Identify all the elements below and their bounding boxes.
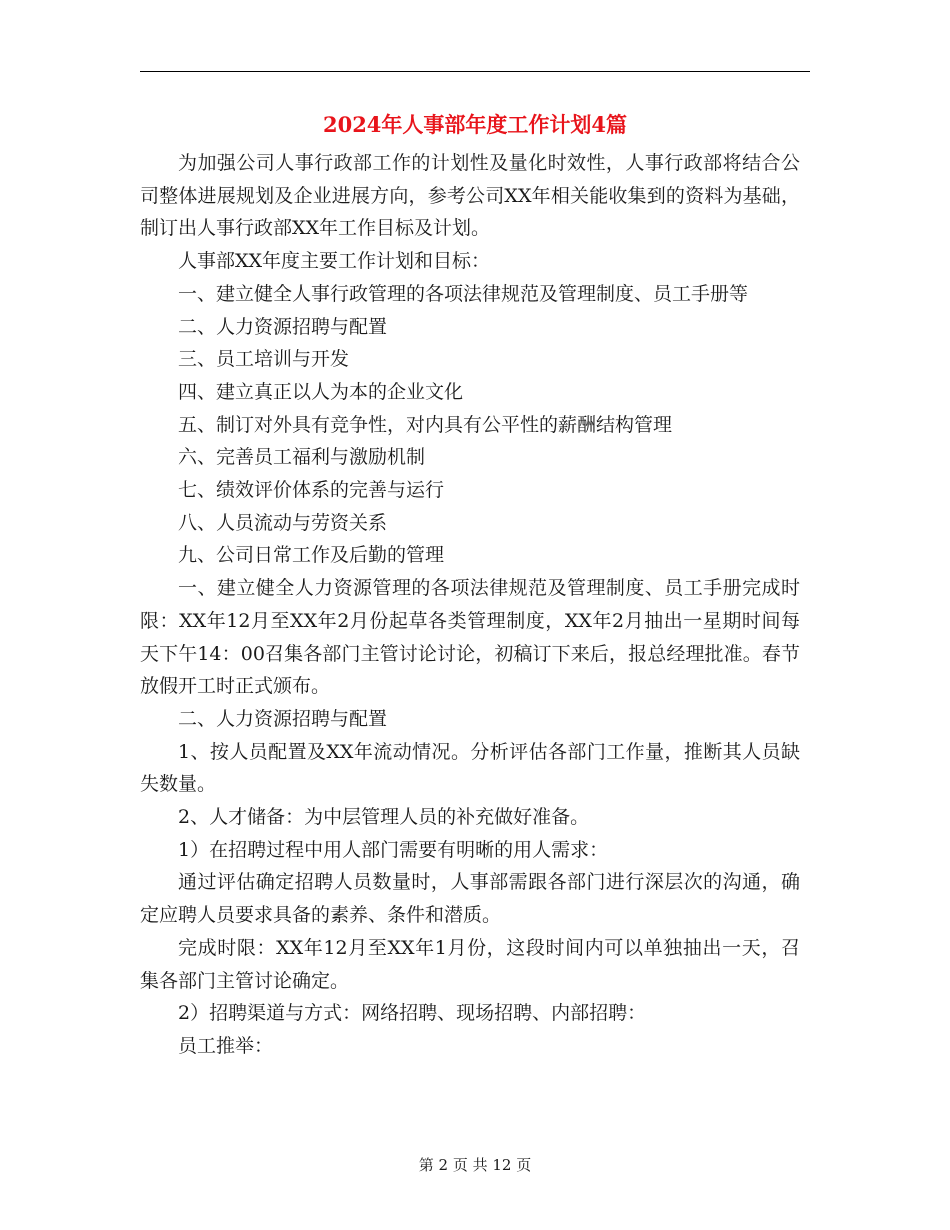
document-title: 2024年人事部年度工作计划4篇 xyxy=(322,112,628,137)
paragraph: 完成时限：XX年12月至XX年1月份，这段时间内可以单独抽出一天，召集各部门主管讨论确定。 xyxy=(140,936,800,992)
paragraph: 人事部XX年度主要工作计划和目标： xyxy=(178,250,491,273)
paragraph: 七、绩效评价体系的完善与运行 xyxy=(178,479,445,502)
page-footer: 第 2 页 共 12 页 xyxy=(418,1156,532,1174)
paragraph: 二、人力资源招聘与配置 xyxy=(178,315,388,338)
paragraph: 2）招聘渠道与方式：网络招聘、现场招聘、内部招聘： xyxy=(178,1002,647,1025)
paragraph: 一、建立健全人事行政管理的各项法律规范及管理制度、员工手册等 xyxy=(178,282,749,305)
paragraph: 员工推举： xyxy=(178,1034,274,1057)
paragraph: 三、员工培训与开发 xyxy=(178,348,350,371)
paragraph: 一、建立健全人力资源管理的各项法律规范及管理制度、员工手册完成时限：XX年12月至XX年2月份起草各类管理制度，XX年2月抽出一星期时间每天下午14：00召集各部门主管讨论讨论，初稿订下来后，报总经理批准。春节放假开工时正式颁布。 xyxy=(140,577,800,698)
paragraph: 四、建立真正以人为本的企业文化 xyxy=(178,380,464,403)
paragraph: 通过评估确定招聘人员数量时，人事部需跟各部门进行深层次的沟通，确定应聘人员要求具备的素养、条件和潜质。 xyxy=(140,871,800,927)
paragraph: 九、公司日常工作及后勤的管理 xyxy=(178,544,445,567)
paragraph: 2、人才储备：为中层管理人员的补充做好准备。 xyxy=(178,806,590,829)
header-rule xyxy=(140,71,810,72)
paragraph: 五、制订对外具有竞争性，对内具有公平性的薪酬结构管理 xyxy=(178,413,673,436)
paragraph: 1）在招聘过程中用人部门需要有明晰的用人需求： xyxy=(178,838,609,861)
paragraph: 八、人员流动与劳资关系 xyxy=(178,511,388,534)
paragraph: 1、按人员配置及XX年流动情况。分析评估各部门工作量，推断其人员缺失数量。 xyxy=(140,740,800,796)
paragraph: 二、人力资源招聘与配置 xyxy=(178,707,388,730)
document-body xyxy=(140,147,800,1063)
paragraph: 六、完善员工福利与激励机制 xyxy=(178,446,426,469)
paragraph: 为加强公司人事行政部工作的计划性及量化时效性，人事行政部将结合公司整体进展规划及企业进展方向，参考公司XX年相关能收集到的资料为基础，制订出人事行政部XX年工作目标及计划。 xyxy=(140,152,800,240)
